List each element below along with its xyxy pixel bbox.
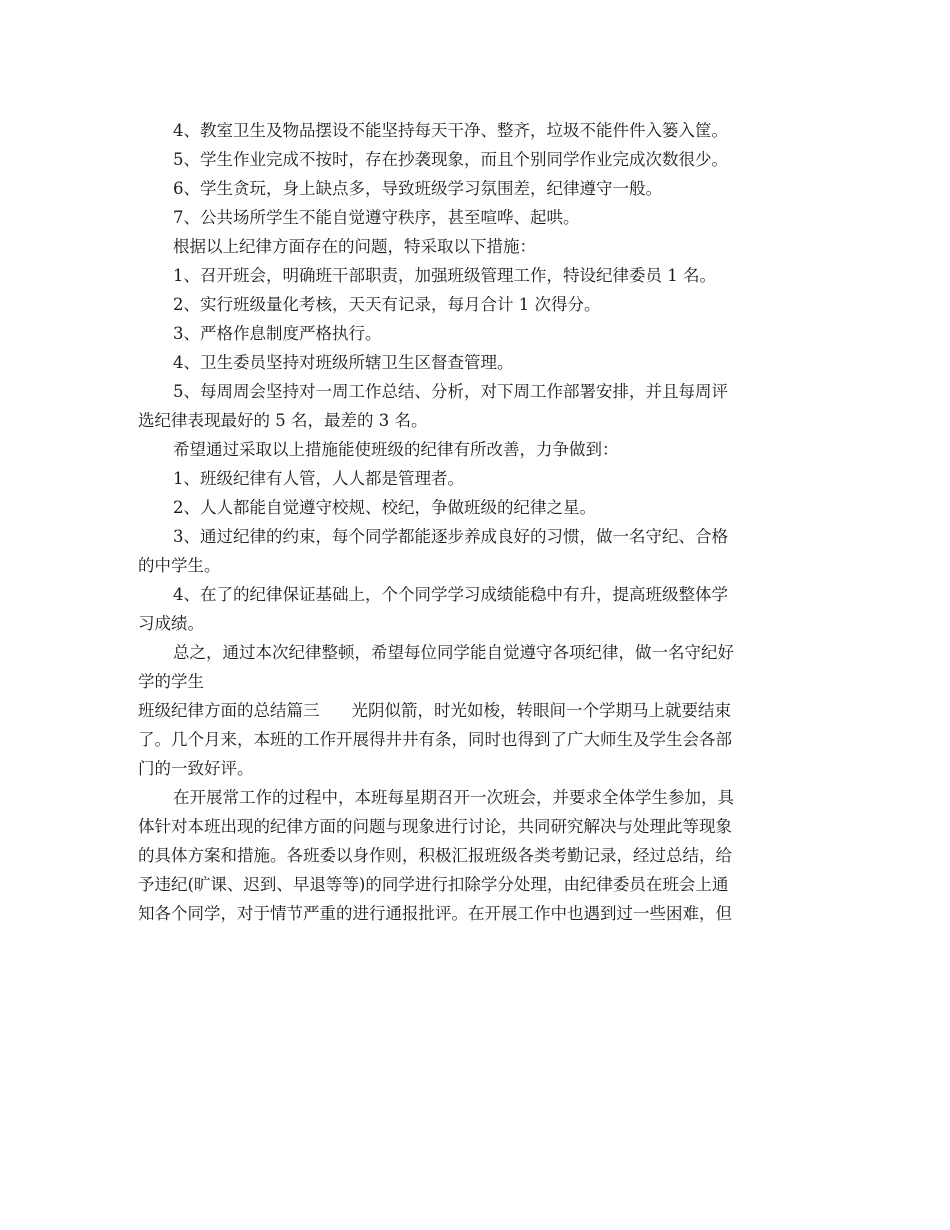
paragraph-line: 选纪律表现最好的 5 名，最差的 3 名。 xyxy=(138,411,428,430)
paragraph-line: 根据以上纪律方面存在的问题，特采取以下措施： xyxy=(173,237,536,256)
document-body xyxy=(138,116,814,928)
paragraph-line: 总之，通过本次纪律整顿，希望每位同学能自觉遵守各项纪律，做一名守纪好 xyxy=(173,643,734,662)
paragraph-line: 3、通过纪律的约束，每个同学都能逐步养成良好的习惯，做一名守纪、合格 xyxy=(173,527,728,546)
paragraph-line: 4、在了的纪律保证基础上，个个同学学习成绩能稳中有升，提高班级整体学 xyxy=(173,585,728,604)
paragraph-line: 的具体方案和措施。各班委以身作则，积极汇报班级各类考勤记录，经过总结，给 xyxy=(138,846,732,865)
paragraph-line: 体针对本班出现的纪律方面的问题与现象进行讨论，共同研究解决与处理此等现象 xyxy=(138,817,732,836)
paragraph-line: 5、学生作业完成不按时，存在抄袭现象，而且个别同学作业完成次数很少。 xyxy=(173,150,728,169)
paragraph-line: 6、学生贪玩，身上缺点多，导致班级学习氛围差，纪律遵守一般。 xyxy=(173,179,662,198)
paragraph-line: 门的一致好评。 xyxy=(138,759,254,778)
paragraph-line: 1、召开班会，明确班干部职责，加强班级管理工作，特设纪律委员 1 名。 xyxy=(173,266,716,285)
paragraph-line: 2、人人都能自觉遵守校规、校纪，争做班级的纪律之星。 xyxy=(173,498,596,517)
paragraph-line: 习成绩。 xyxy=(138,614,204,633)
paragraph-line: 4、卫生委员坚持对班级所辖卫生区督查管理。 xyxy=(173,353,514,372)
paragraph-line: 7、公共场所学生不能自觉遵守秩序，甚至喧哗、起哄。 xyxy=(173,208,580,227)
paragraph-line: 在开展常工作的过程中，本班每星期召开一次班会，并要求全体学生参加，具 xyxy=(173,788,734,807)
section-heading: 班级纪律方面的总结篇三 xyxy=(138,701,320,720)
paragraph-line: 予违纪(旷课、迟到、早退等等)的同学进行扣除学分处理，由纪律委员在班会上通 xyxy=(138,875,729,894)
paragraph-line: 希望通过采取以上措施能使班级的纪律有所改善，力争做到： xyxy=(173,440,619,459)
paragraph-line: 1、班级纪律有人管，人人都是管理者。 xyxy=(173,469,464,488)
paragraph-line: 知各个同学，对于情节严重的进行通报批评。在开展工作中也遇到过一些困难，但 xyxy=(138,904,732,923)
paragraph-line: 2、实行班级量化考核，天天有记录，每月合计 1 次得分。 xyxy=(173,295,601,314)
paragraph-line: 3、严格作息制度严格执行。 xyxy=(173,324,382,343)
paragraph-line: 5、每周周会坚持对一周工作总结、分析，对下周工作部署安排，并且每周评 xyxy=(173,382,728,401)
paragraph-line: 了。几个月来，本班的工作开展得井井有条，同时也得到了广大师生及学生会各部 xyxy=(138,730,732,749)
paragraph-line: 的中学生。 xyxy=(138,556,221,575)
paragraph-text: 光阴似箭，时光如梭，转眼间一个学期马上就要结束 xyxy=(351,701,731,720)
section-heading-line xyxy=(138,696,814,725)
paragraph-line: 学的学生 xyxy=(138,672,204,691)
paragraph-line: 4、教室卫生及物品摆设不能坚持每天干净、整齐，垃圾不能件件入篓入筐。 xyxy=(173,121,728,140)
